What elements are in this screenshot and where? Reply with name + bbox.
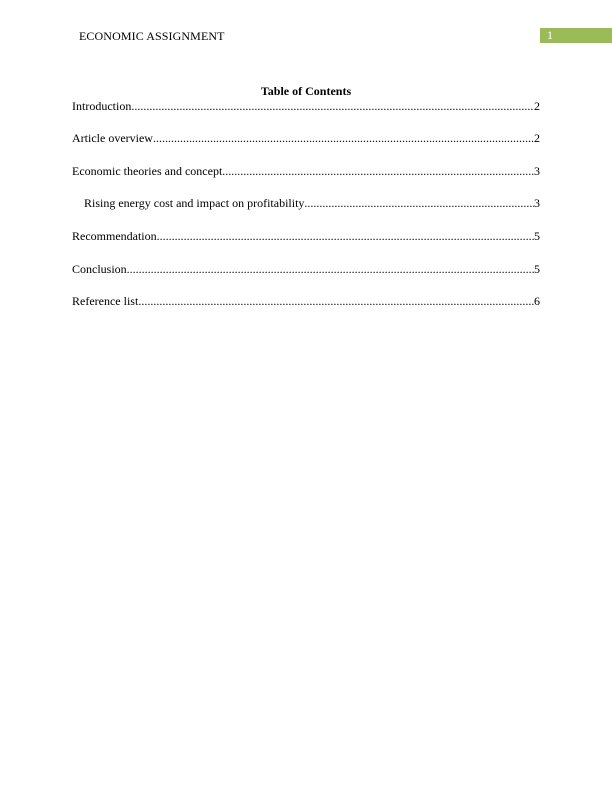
toc-entry-label: Rising energy cost and impact on profitability bbox=[84, 196, 305, 210]
toc-entry-label: Recommendation bbox=[72, 229, 157, 243]
toc-entry-article-overview[interactable] bbox=[72, 131, 540, 145]
toc-entry-label: Article overview bbox=[72, 131, 153, 145]
toc-entry-recommendation[interactable] bbox=[72, 229, 540, 243]
toc-entry-reference-list[interactable] bbox=[72, 294, 540, 308]
toc-entry-label: Introduction bbox=[72, 99, 132, 113]
toc-entry-rising-energy-cost[interactable] bbox=[84, 196, 540, 210]
toc-entry-label: Reference list bbox=[72, 294, 139, 308]
toc-dot-leader bbox=[157, 229, 534, 243]
toc-entry-page: 5 bbox=[534, 262, 540, 276]
toc-dot-leader bbox=[138, 294, 534, 308]
toc-entry-page: 6 bbox=[534, 294, 540, 308]
toc-entry-page: 3 bbox=[534, 164, 540, 178]
toc-entry-page: 2 bbox=[534, 99, 540, 113]
toc-entry-economic-theories[interactable] bbox=[72, 164, 540, 178]
toc-entry-introduction[interactable] bbox=[72, 99, 540, 113]
toc-entry-page: 2 bbox=[534, 131, 540, 145]
toc-dot-leader bbox=[131, 99, 534, 113]
toc-dot-leader bbox=[153, 131, 534, 145]
toc-entry-label: Economic theories and concept bbox=[72, 164, 223, 178]
toc-entry-label: Conclusion bbox=[72, 262, 127, 276]
header-title: ECONOMIC ASSIGNMENT bbox=[79, 29, 225, 43]
toc-heading: Table of Contents bbox=[260, 84, 352, 98]
page-number-badge bbox=[540, 28, 612, 43]
toc-dot-leader bbox=[127, 262, 534, 276]
toc-entry-page: 3 bbox=[534, 196, 540, 210]
toc-entry-conclusion[interactable] bbox=[72, 262, 540, 276]
toc-entry-page: 5 bbox=[534, 229, 540, 243]
page-number: 1 bbox=[547, 28, 553, 42]
toc-dot-leader bbox=[222, 164, 534, 178]
toc-dot-leader bbox=[304, 196, 534, 210]
